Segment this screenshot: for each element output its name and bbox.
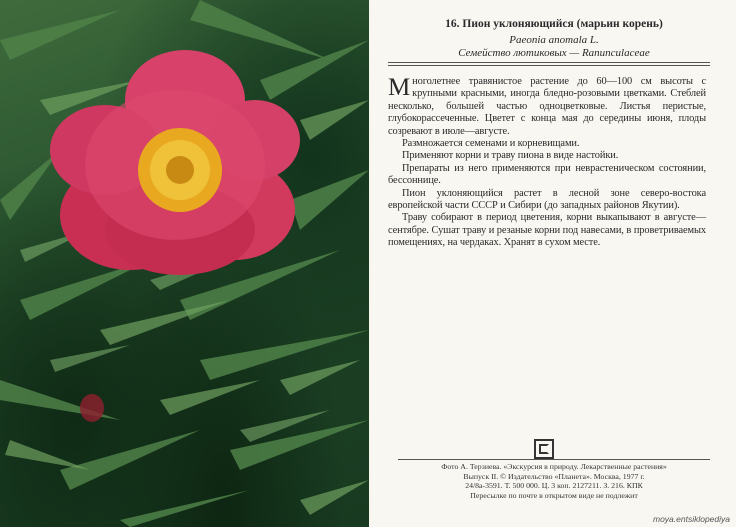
drop-cap: М [388,74,411,101]
paragraph-4: Препараты из него применяются при неврастеническом состоянии, бессоннице. [388,162,706,187]
imprint-line-4: Пересылке по почте в открытом виде не подлежит [470,490,638,500]
description-text [388,76,706,250]
imprint-line-3: 24/8а-3591. Т. 500 000. Ц. 3 коп. 2127211. З. 216. КПК [465,481,643,491]
imprint-line-2: Выпуск II. © Издательство «Планета». Москва, 1977 г. [463,471,645,481]
description-panel [372,0,736,527]
watermark: moya.entsiklopediya [652,514,730,524]
publisher-logo-icon [534,439,554,459]
paragraph-2: Размножается семенами и корневищами. [402,138,580,150]
paragraph-5: Пион уклоняющийся растет в лесной зоне северо-востока европейской части СССР и Сибири (до западных районов Якутии). [388,187,706,212]
paragraph-1-text: ноголетнее травянистое растение до 60—100 см высоты с крупными красными, иногда бледно-розовыми цветками. Стеблей несколько, большей частью одноцветковые. Листья перистые, глубокорассеченные. Цветет с конца мая до середины июня, плоды созревают в июле—августе. [388,76,706,137]
paragraph-1 [388,76,706,138]
header-rule [388,62,710,66]
latin-name: Paeonia anomala L. [509,34,599,46]
paragraph-6: Траву собирают в период цветения, корни выкапывают в августе—сентябре. Сушат траву и резаные корни под навесами, в проветриваемых помещениях, на чердаках. Хранят в сухом месте. [388,212,706,249]
family-name: Семейство лютиковых — Ranunculaceae [458,47,650,59]
imprint [372,462,736,500]
paragraph-3: Применяют корни и траву пиона в виде настойки. [402,150,619,162]
imprint-line-1: Фото А. Терзиева. «Экскурсия в природу. Лекарственные растения» [441,462,667,471]
bud [80,394,104,422]
card-title: 16. Пион уклоняющийся (марьин корень) [445,18,663,30]
footer-rule [398,459,710,460]
